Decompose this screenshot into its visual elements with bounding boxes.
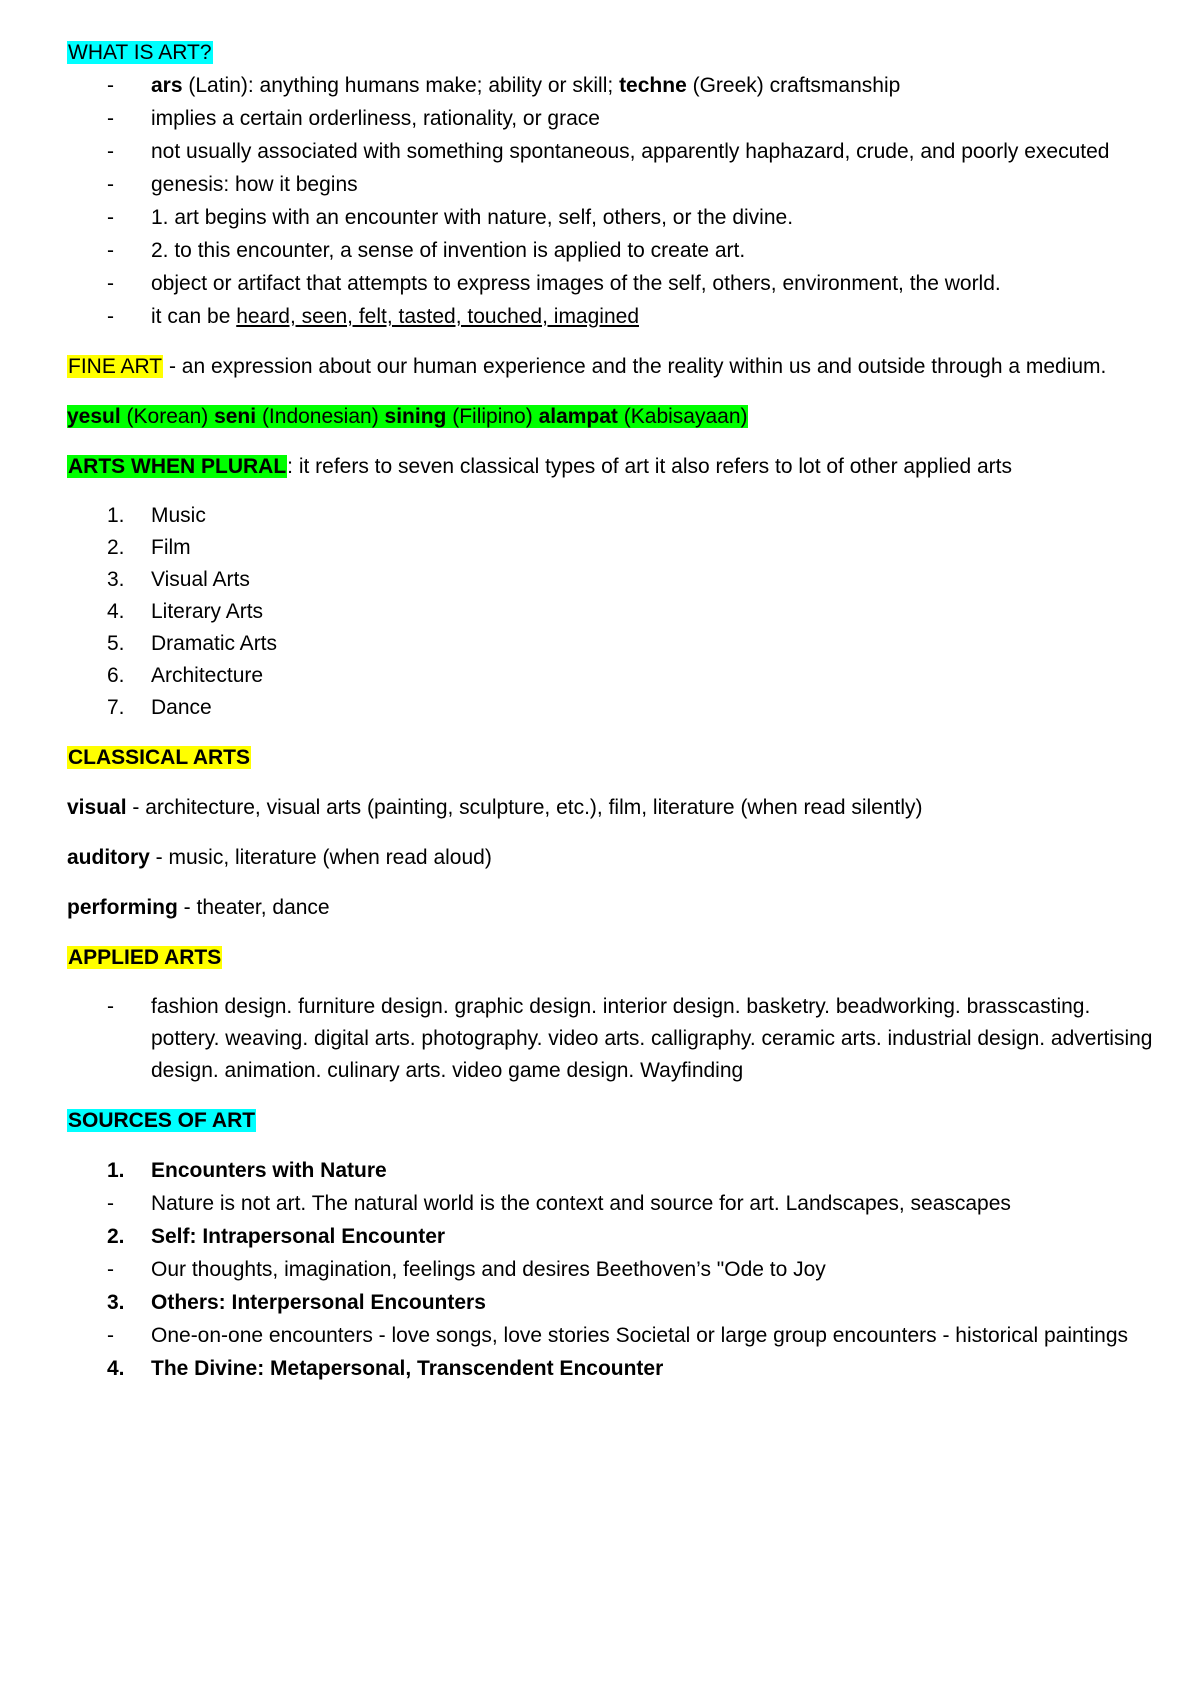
list-item: - 1. art begins with an encounter with nature, self, others, or the divine. xyxy=(67,201,1160,234)
list-item: 6. Architecture xyxy=(107,664,264,687)
list-item: - ars (Latin): anything humans make; ability or skill; techne (Greek) craftsmanship xyxy=(67,69,1160,102)
source-desc-nature: - Nature is not art. The natural world is the context and source for art. Landscapes, seascapes xyxy=(67,1187,1160,1220)
classical-visual: visual - architecture, visual arts (painting, sculpture, etc.), film, literature (when read silently) xyxy=(67,796,923,819)
list-item: 3. Visual Arts xyxy=(107,568,250,591)
list-item: 7. Dance xyxy=(107,696,212,719)
fine-art-definition: FINE ART - an expression about our human experience and the reality within us and outside through a medium. xyxy=(68,355,1107,378)
source-item-others: 3. Others: Interpersonal Encounters xyxy=(107,1291,486,1314)
list-item: 2. Film xyxy=(107,536,191,559)
source-item-self: 2. Self: Intrapersonal Encounter xyxy=(107,1225,446,1248)
arts-plural-definition: ARTS WHEN PLURAL: it refers to seven classical types of art it also refers to lot of other applied arts xyxy=(68,455,1012,478)
classical-performing: performing - theater, dance xyxy=(67,896,330,919)
source-item-nature: 1. Encounters with Nature xyxy=(107,1159,387,1182)
fine-art-term: FINE ART xyxy=(68,355,163,378)
list-item: 1. Music xyxy=(107,504,206,527)
applied-arts-list xyxy=(67,991,1160,1087)
sources-of-art-heading: SOURCES OF ART xyxy=(68,1109,256,1132)
list-item: 4. Literary Arts xyxy=(107,600,264,623)
list-item: - fashion design. furniture design. graphic design. interior design. basketry. beadworking. brasscasting. pottery. weaving. digital arts. photography. video arts. calligraphy. ceramic arts. industrial design. advertising design. animation. culinary arts. video game design. Wayfinding xyxy=(67,991,1160,1087)
applied-arts-heading: APPLIED ARTS xyxy=(68,946,222,969)
source-desc-others: - One-on-one encounters - love songs, love stories Societal or large group encounters - historical paintings xyxy=(67,1319,1160,1352)
list-item: - 2. to this encounter, a sense of invention is applied to create art. xyxy=(67,234,1160,267)
source-desc-self: - Our thoughts, imagination, feelings and desires Beethoven’s "Ode to Joy xyxy=(67,1253,1160,1286)
list-item: - object or artifact that attempts to express images of the self, others, environment, the world. xyxy=(67,267,1160,300)
list-item: - implies a certain orderliness, rationality, or grace xyxy=(67,102,1160,135)
what-is-art-list xyxy=(67,69,1160,333)
what-is-art-heading: WHAT IS ART? xyxy=(68,41,212,64)
classical-auditory: auditory - music, literature (when read aloud) xyxy=(67,846,492,869)
list-item: 5. Dramatic Arts xyxy=(107,632,278,655)
sources-of-art-list xyxy=(67,1154,1160,1385)
list-item: - not usually associated with something spontaneous, apparently haphazard, crude, and poorly executed xyxy=(67,135,1160,168)
source-item-divine: 4. The Divine: Metapersonal, Transcendent Encounter xyxy=(107,1357,664,1380)
seven-arts-list xyxy=(67,500,1160,724)
list-item: - it can be heard, seen, felt, tasted, touched, imagined xyxy=(67,300,1160,333)
art-translations: yesul (Korean) seni (Indonesian) sining (Filipino) alampat (Kabisayaan) xyxy=(67,405,748,428)
list-item: - genesis: how it begins xyxy=(67,168,1160,201)
classical-arts-heading: CLASSICAL ARTS xyxy=(68,746,251,769)
arts-plural-term: ARTS WHEN PLURAL xyxy=(68,455,287,478)
